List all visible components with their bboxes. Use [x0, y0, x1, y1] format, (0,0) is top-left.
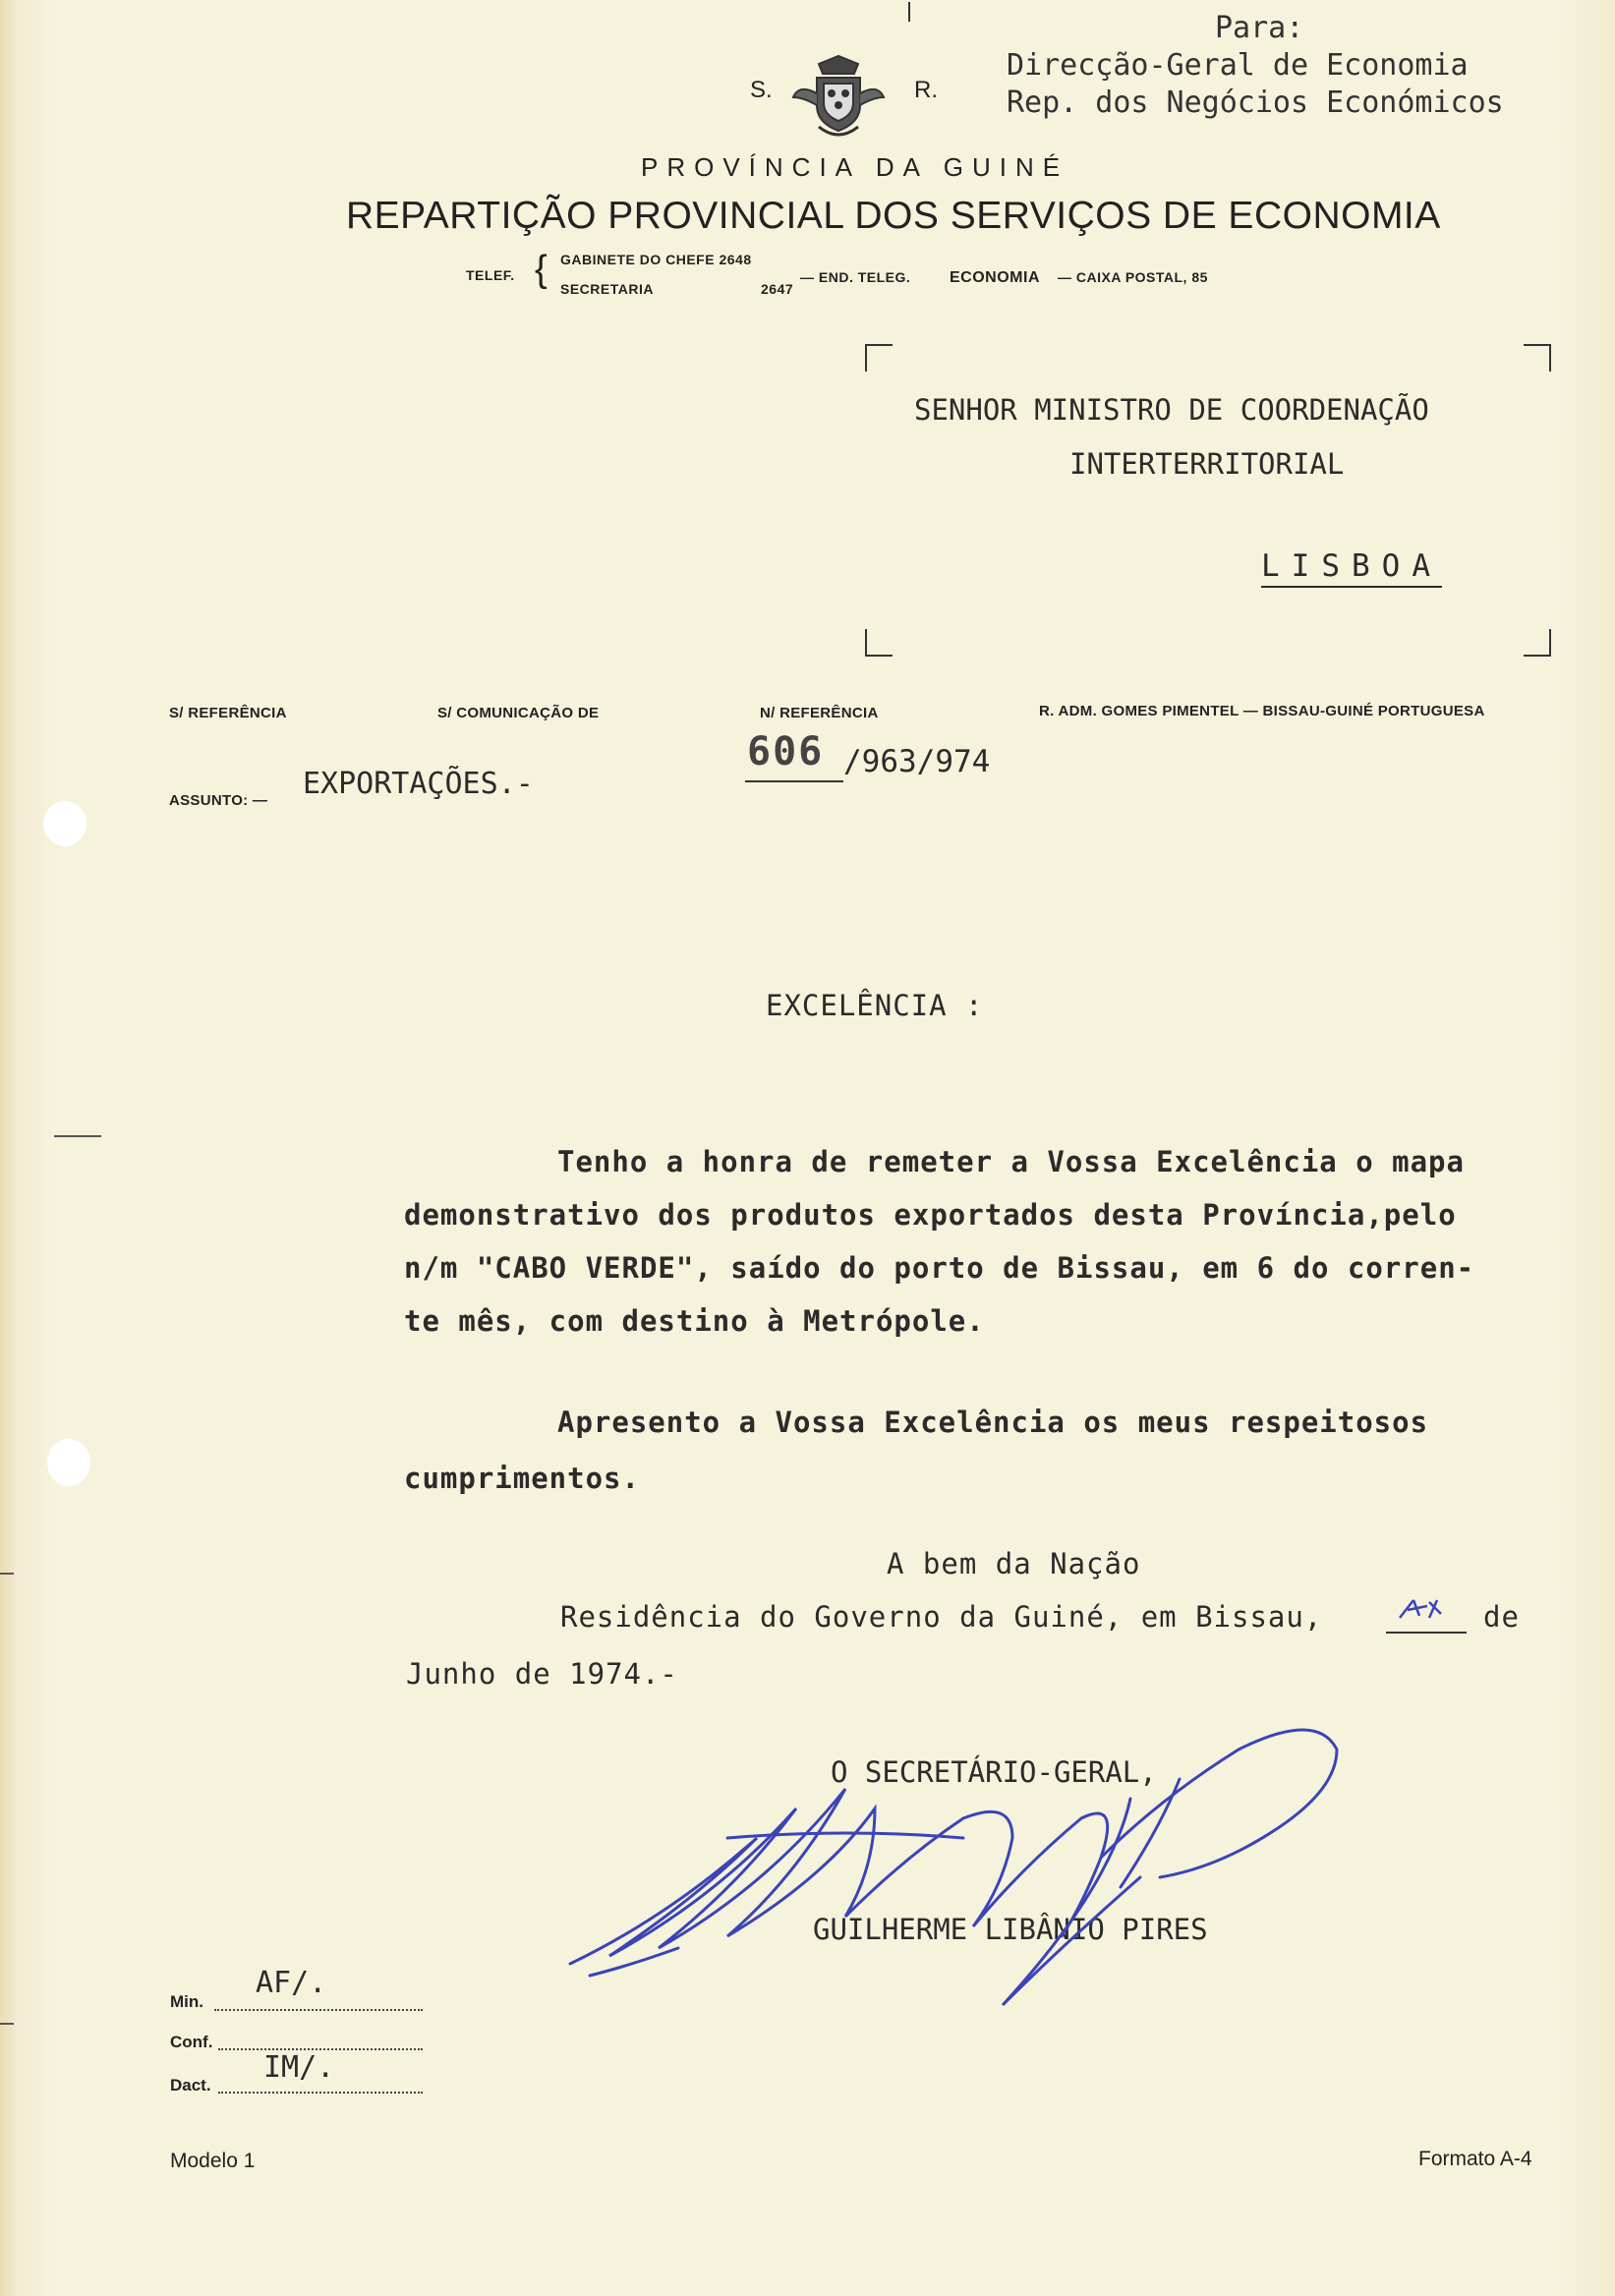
addressee-line-1: SENHOR MINISTRO DE COORDENAÇÃO [914, 393, 1429, 427]
window-corner-br [1524, 629, 1551, 657]
reference-number-stamp: 606 [747, 729, 825, 775]
dact-value: IM/. [263, 2050, 335, 2085]
addressee-line-2: INTERTERRITORIAL [1069, 447, 1345, 481]
gabinete-line: GABINETE DO CHEFE 2648 [560, 252, 752, 267]
brace: { [535, 249, 548, 290]
s-comunicacao-label: S/ COMUNICAÇÃO DE [437, 705, 600, 721]
handwritten-signature [550, 1691, 1366, 2025]
format-label: Formato A-4 [1418, 2148, 1532, 2170]
reference-number: /963/974 [843, 744, 991, 779]
margin-mark [0, 1573, 14, 1575]
secretaria-label: SECRETARIA [560, 281, 654, 297]
dact-line [218, 2092, 423, 2094]
n-referencia-label: N/ REFERÊNCIA [760, 705, 879, 721]
para-line: Rep. dos Negócios Económicos [1007, 86, 1504, 120]
signatory-name: GUILHERME LIBÂNIO PIRES [813, 1913, 1208, 1946]
margin-mark [0, 2023, 14, 2025]
paragraph-1-line: n/m "CABO VERDE", saído do porto de Bissau, em 6 do corren- [404, 1251, 1475, 1285]
office-title: REPARTIÇÃO PROVINCIAL DOS SERVIÇOS DE ECONOMIA [346, 195, 1441, 237]
teleg-label: — END. TELEG. [800, 269, 911, 285]
min-label: Min. [170, 1992, 203, 2011]
model-label: Modelo 1 [170, 2150, 256, 2172]
signatory-title: O SECRETÁRIO-GERAL, [831, 1755, 1157, 1789]
assunto-label: ASSUNTO: — [169, 792, 268, 809]
office-address: R. ADM. GOMES PIMENTEL — BISSAU-GUINÉ PORTUGUESA [1039, 703, 1485, 719]
window-corner-tl [865, 344, 893, 372]
caixa-postal: — CAIXA POSTAL, 85 [1058, 269, 1208, 285]
place-date-line-2: Junho de 1974.- [406, 1657, 678, 1691]
dact-label: Dact. [170, 2076, 211, 2095]
reference-underline [745, 780, 843, 782]
place-date-de: de [1483, 1600, 1520, 1634]
teleg-name: ECONOMIA [950, 269, 1040, 286]
punch-hole-bottom [47, 1439, 90, 1486]
window-corner-bl [865, 629, 893, 657]
addressee-city: LISBOA [1261, 548, 1442, 584]
para-line: Direcção-Geral de Economia [1007, 48, 1469, 83]
closing: A bem da Nação [887, 1547, 1141, 1580]
coat-of-arms-emblem [789, 54, 888, 143]
paragraph-1-line: Tenho a honra de remeter a Vossa Excelência o mapa [557, 1145, 1465, 1178]
salutation: EXCELÊNCIA : [766, 989, 984, 1022]
province-title: PROVÍNCIA DA GUINÉ [641, 152, 1069, 182]
paragraph-1-line: demonstrativo dos produtos exportados desta Província,pelo [404, 1198, 1457, 1232]
top-tick [908, 2, 910, 22]
s-label: S. [750, 77, 773, 103]
secretaria-number: 2647 [761, 281, 794, 297]
conf-label: Conf. [170, 2033, 213, 2051]
place-date-line: Residência do Governo da Guiné, em Bissau, [560, 1600, 1323, 1634]
telef-label: TELEF. [466, 267, 515, 283]
min-line [214, 2009, 423, 2011]
punch-hole-top [43, 801, 87, 846]
fold-mark [54, 1135, 101, 1137]
r-label: R. [914, 77, 938, 103]
para-line: Para: [1215, 11, 1304, 45]
paragraph-2-line: cumprimentos. [404, 1462, 640, 1495]
paragraph-1-line: te mês, com destino à Metrópole. [404, 1304, 985, 1338]
window-corner-tr [1524, 344, 1551, 372]
date-day-blank [1386, 1632, 1467, 1634]
assunto-value: EXPORTAÇÕES.- [303, 767, 534, 801]
handwritten-day-mark [1394, 1592, 1453, 1628]
paragraph-2-line: Apresento a Vossa Excelência os meus respeitosos [557, 1406, 1429, 1439]
para-block [1007, 10, 1504, 122]
s-referencia-label: S/ REFERÊNCIA [169, 705, 287, 721]
min-value: AF/. [256, 1966, 327, 2000]
